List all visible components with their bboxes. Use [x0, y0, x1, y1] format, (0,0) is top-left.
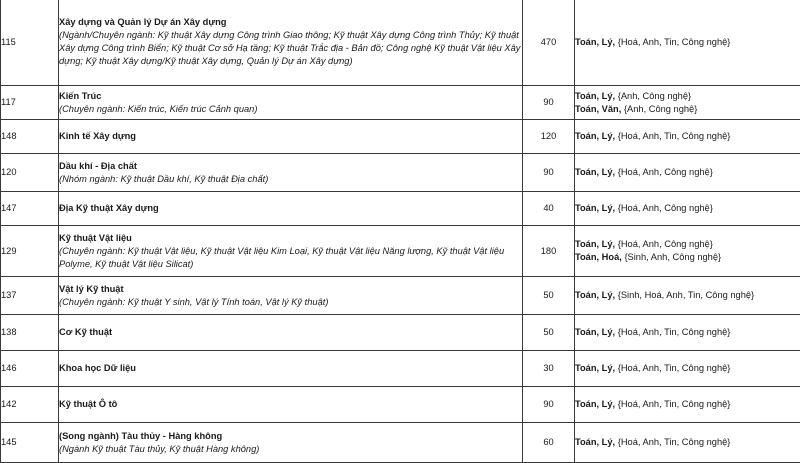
subject-combinations [575, 351, 800, 387]
table-row [1, 226, 800, 277]
subject-combination [575, 238, 800, 251]
admissions-table-body [1, 0, 800, 463]
program-name: Kỹ thuật Vật liệu [59, 232, 132, 243]
subject-combination [575, 166, 800, 179]
program-name: Cơ Kỹ thuật [59, 327, 113, 337]
combination-options: {Anh, Công nghệ} [617, 90, 692, 101]
subject-combination [575, 436, 800, 449]
combination-core: Toán, Lý, [575, 167, 616, 177]
program-cell [59, 277, 523, 315]
program-quota: 470 [523, 0, 575, 86]
program-cell [59, 423, 523, 463]
program-code: 142 [1, 387, 59, 423]
subject-combinations [575, 277, 800, 315]
program-cell [59, 154, 523, 192]
program-cell [59, 226, 523, 277]
subject-combinations [575, 387, 800, 423]
table-row [1, 315, 800, 351]
program-cell [59, 192, 523, 226]
combination-options: {Sinh, Anh, Công nghệ} [624, 252, 722, 262]
program-quota: 60 [523, 423, 575, 463]
combination-core: Toán, Văn, [575, 103, 622, 114]
combination-options: {Hoá, Anh, Tin, Công nghệ} [617, 437, 731, 447]
subject-combinations [575, 192, 800, 226]
combination-core: Toán, Lý, [575, 399, 616, 409]
program-code: 147 [1, 192, 59, 226]
subject-combinations [575, 423, 800, 463]
subject-combinations [575, 86, 800, 120]
subject-combinations [575, 226, 800, 277]
combination-core: Toán, Lý, [575, 327, 616, 337]
program-code: 129 [1, 226, 59, 277]
subject-combination [575, 289, 800, 302]
program-description: (Chuyên ngành: Kỹ thuật Vật liệu, Kỹ thuật Vật liệu Kim Loại, Kỹ thuật Vật liệu Năng lượng, Kỹ thuật Vật liệu Polyme, Kỹ thuật Vật liệu Silicat) [59, 245, 505, 269]
program-description: (Ngành/Chuyên ngành: Kỹ thuật Xây dựng Công trình Giao thông; Kỹ thuật Xây dựng Công trình Thủy; Kỹ thuật Xây dựng Công trình Biển; Kỹ thuật Cơ sở Hạ tầng; Kỹ thuật Trắc địa - Bản đồ; Công nghệ Kỹ thuật Vật liệu Xây dựng; Kỹ thuật Xây dựng/Kỹ thuật Xây dựng, Quản lý Dự án Xây dựng) [59, 30, 521, 66]
program-quota: 90 [523, 86, 575, 120]
combination-options: {Hoá, Anh, Tin, Công nghệ} [617, 327, 731, 337]
program-description: (Ngành Kỹ thuật Tàu thủy, Kỹ thuật Hàng không) [59, 443, 260, 454]
program-cell [59, 86, 523, 120]
program-description: (Chuyên ngành: Kiến trúc, Kiến trúc Cảnh quan) [59, 103, 258, 114]
combination-options: {Hoá, Anh, Tin, Công nghệ} [617, 399, 731, 409]
subject-combinations [575, 315, 800, 351]
program-quota: 120 [523, 120, 575, 154]
subject-combination [575, 130, 800, 143]
program-quota: 90 [523, 154, 575, 192]
combination-options: {Hoá, Anh, Công nghệ} [617, 167, 713, 177]
program-code: 120 [1, 154, 59, 192]
program-code: 115 [1, 0, 59, 86]
program-name: Địa Kỹ thuật Xây dựng [59, 203, 159, 213]
program-name: Kinh tế Xây dựng [59, 131, 136, 141]
program-cell [59, 351, 523, 387]
combination-core: Toán, Lý, [575, 203, 616, 213]
combination-core: Toán, Lý, [575, 290, 616, 300]
table-row [1, 277, 800, 315]
combination-core: Toán, Lý, [575, 131, 616, 141]
program-quota: 40 [523, 192, 575, 226]
program-quota: 30 [523, 351, 575, 387]
table-row [1, 387, 800, 423]
program-quota: 180 [523, 226, 575, 277]
subject-combination [575, 90, 800, 103]
program-name: (Song ngành) Tàu thủy - Hàng không [59, 430, 223, 441]
combination-core: Toán, Lý, [575, 239, 616, 249]
program-code: 146 [1, 351, 59, 387]
table-row [1, 120, 800, 154]
table-row [1, 0, 800, 86]
combination-core: Toán, Lý, [575, 363, 616, 373]
program-code: 148 [1, 120, 59, 154]
program-quota: 90 [523, 387, 575, 423]
program-code: 138 [1, 315, 59, 351]
combination-options: {Hoá, Anh, Công nghệ} [617, 203, 713, 213]
combination-options: {Anh, Công nghệ} [623, 103, 698, 114]
combination-options: {Hoá, Anh, Tin, Công nghệ} [617, 131, 731, 141]
program-code: 117 [1, 86, 59, 120]
program-description: (Nhóm ngành: Kỹ thuật Dầu khí, Kỹ thuật Địa chất) [59, 173, 269, 184]
program-quota: 50 [523, 315, 575, 351]
program-cell [59, 120, 523, 154]
program-name: Khoa học Dữ liệu [59, 363, 136, 373]
program-name: Kiến Trúc [59, 90, 102, 101]
program-code: 137 [1, 277, 59, 315]
program-cell [59, 315, 523, 351]
combination-core: Toán, Lý, [575, 36, 616, 47]
table-row [1, 351, 800, 387]
subject-combination [575, 398, 800, 411]
combination-core: Toán, Hoá, [575, 252, 622, 262]
program-description: (Chuyên ngành: Kỹ thuật Y sinh, Vật lý Tính toán, Vật lý Kỹ thuật) [59, 296, 329, 307]
subject-combination [575, 362, 800, 375]
program-code: 145 [1, 423, 59, 463]
subject-combination [575, 326, 800, 339]
table-row [1, 192, 800, 226]
subject-combination [575, 251, 800, 264]
table-row [1, 154, 800, 192]
subject-combination [575, 36, 800, 49]
combination-core: Toán, Lý, [575, 437, 616, 447]
subject-combinations [575, 0, 800, 86]
program-name: Vật lý Kỹ thuật [59, 283, 124, 294]
combination-options: {Hoá, Anh, Tin, Công nghệ} [617, 36, 731, 47]
program-cell [59, 0, 523, 86]
combination-options: {Sinh, Hoá, Anh, Tin, Công nghệ} [617, 290, 755, 300]
program-cell [59, 387, 523, 423]
combination-options: {Hoá, Anh, Công nghệ} [617, 239, 713, 249]
subject-combinations [575, 120, 800, 154]
program-name: Xây dựng và Quản lý Dự án Xây dựng [59, 17, 227, 27]
subject-combinations [575, 154, 800, 192]
combination-core: Toán, Lý, [575, 90, 616, 101]
table-row [1, 423, 800, 463]
combination-options: {Hoá, Anh, Tin, Công nghệ} [617, 363, 731, 373]
table-row [1, 86, 800, 120]
program-quota: 50 [523, 277, 575, 315]
program-name: Kỹ thuật Ô tô [59, 399, 118, 409]
subject-combination [575, 202, 800, 215]
subject-combination [575, 103, 800, 116]
program-name: Dầu khí - Địa chất [59, 160, 138, 171]
